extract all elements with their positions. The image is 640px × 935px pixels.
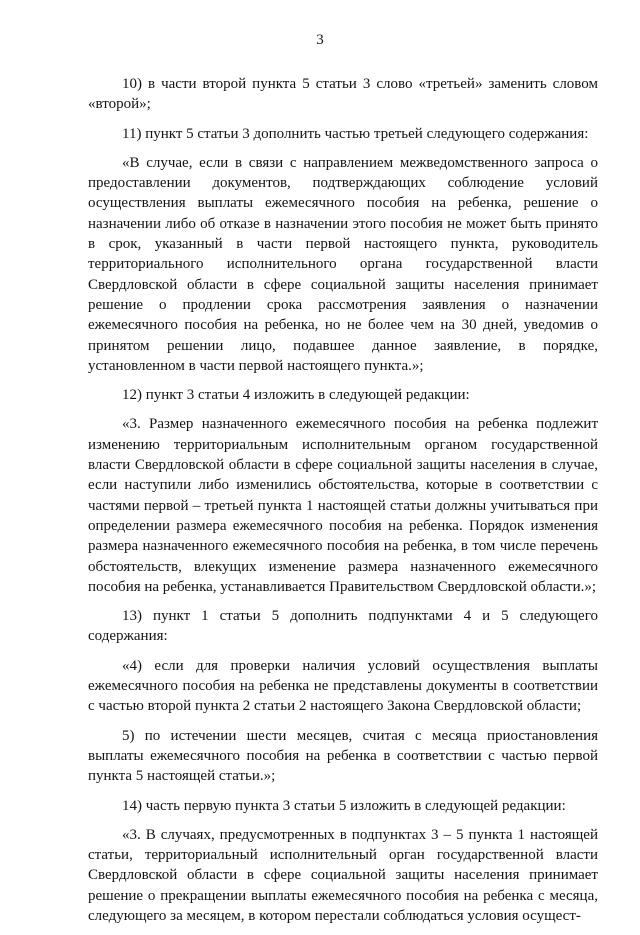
paragraph-subpoint-4: «4) если для проверки наличия условий осуществления выплаты ежемесячного пособия на ребенка не представлены документы в соответствии с частью второй пункта 2 статьи 2 настоящего Закона Свердловской области; [88, 657, 598, 715]
paragraph-amendment-12: 12) пункт 3 статьи 4 изложить в следующей редакции: [122, 387, 470, 404]
paragraph-amendment-10: 10) в части второй пункта 5 статьи 3 слово «третьей» заменить словом «второй»; [88, 76, 598, 113]
paragraph-amendment-11: 11) пункт 5 статьи 3 дополнить частью третьей следующего содержания: [122, 125, 589, 142]
paragraph-subpoint-5: 5) по истечении шести месяцев, считая с месяца приостановления выплаты ежемесячного пособия на ребенка в соответствии с частью первой пункта 5 настоящей статьи.»; [88, 727, 598, 785]
paragraph-quoted-text-14: «3. В случаях, предусмотренных в подпунктах 3 – 5 пункта 1 настоящей статьи, территориальный исполнительный орган государственной власти Свердловской области в сфере социальной защиты населения принимает решение о прекращении выплаты ежемесячного пособия на ребенка с месяца, следующего за месяцем, в котором перестали соблюдаться условия осущест- [88, 826, 598, 924]
paragraph-amendment-13: 13) пункт 1 статьи 5 дополнить подпунктами 4 и 5 следующего содержания: [88, 608, 598, 645]
document-body [88, 74, 598, 935]
paragraph-quoted-text-12: «3. Размер назначенного ежемесячного пособия на ребенка подлежит изменению территориальным исполнительным органом государственной власти Свердловской области в сфере социальной защиты населения в случае, если наступили либо изменились обстоятельства, которые в соответствии с частями первой – третьей пункта 1 настоящей статьи должны учитываться при определении размера ежемесячного пособия на ребенка. Порядок изменения размера назначенного ежемесячного пособия на ребенка, в том числе перечень обстоятельств, влекущих изменение размера назначенного ежемесячного пособия на ребенка, устанавливается Правительством Свердловской области.»; [88, 416, 598, 595]
paragraph-quoted-text-11: «В случае, если в связи с направлением межведомственного запроса о предоставлении документов, подтверждающих соблюдение условий осуществления выплаты ежемесячного пособия на ребенка, решение о назначении либо об отказе в назначении этого пособия не может быть принято в срок, указанный в части первой настоящего пункта, руководитель территориального исполнительного органа государственной власти Свердловской области в сфере социальной защиты населения принимает решение о продлении срока рассмотрения заявления о назначении ежемесячного пособия на ребенка, но не более чем на 30 дней, уведомив о принятом решении лицо, подавшее данное заявление, в порядке, установленном в части первой настоящего пункта.»; [88, 154, 598, 374]
page-number: 3 [316, 32, 324, 48]
paragraph-amendment-14: 14) часть первую пункта 3 статьи 5 изложить в следующей редакции: [122, 797, 566, 814]
